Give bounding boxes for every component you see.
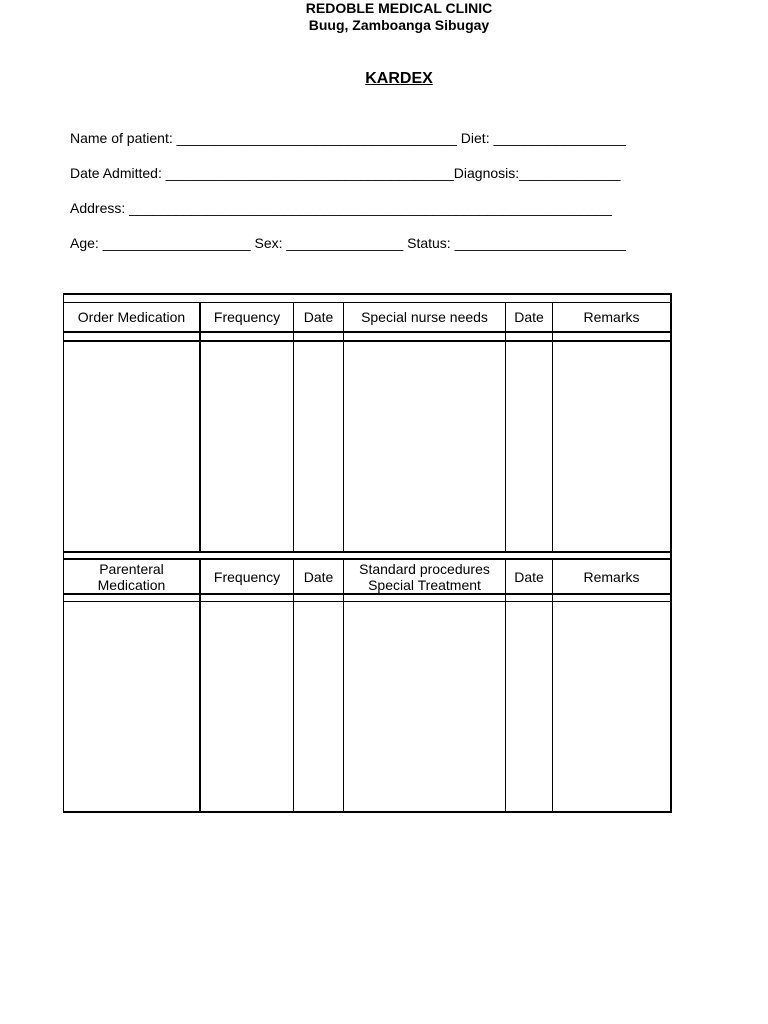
header-standard-procedures [344, 560, 505, 593]
header-remarks: Remarks [583, 309, 640, 325]
header-remarks-bottom: Remarks [583, 568, 640, 585]
table-divider [63, 331, 672, 333]
header-standard-line1: Standard procedures [359, 560, 490, 577]
frequency-cell[interactable] [201, 342, 293, 551]
table-border-right [670, 293, 672, 813]
header-parenteral-medication [64, 560, 199, 593]
date-cell-2[interactable] [506, 342, 552, 551]
parenteral-medication-cell[interactable] [64, 603, 199, 811]
header-frequency-bottom: Frequency [213, 568, 281, 585]
patient-name-diet-line[interactable]: Name of patient: ____________________________________ Diet: _________________ [70, 130, 626, 146]
order-medication-cell[interactable] [64, 342, 199, 551]
table-border-top [63, 293, 672, 295]
table-divider [63, 601, 672, 602]
address-line[interactable]: Address: ______________________________________________________________ [70, 200, 612, 216]
header-order-medication: Order Medication [77, 309, 186, 325]
table-divider [63, 593, 672, 595]
header-special-nurse-needs: Special nurse needs [361, 309, 488, 325]
frequency-cell-bottom[interactable] [201, 603, 293, 811]
date-cell-bottom[interactable] [294, 603, 343, 811]
header-parenteral-line2: Medication [97, 576, 166, 593]
header-parenteral-line1: Parenteral [99, 560, 164, 577]
header-standard-line2: Special Treatment [368, 576, 481, 593]
age-sex-status-line[interactable]: Age: ___________________ Sex: _______________ Status: ______________________ [70, 235, 626, 251]
standard-procedures-cell[interactable] [344, 603, 505, 811]
date-admitted-diagnosis-line[interactable]: Date Admitted: _____________________________________Diagnosis:_____________ [70, 165, 621, 181]
table-divider [63, 551, 672, 553]
header-date-bottom-2: Date [514, 568, 544, 585]
form-title: KARDEX [365, 70, 433, 87]
remarks-cell-bottom[interactable] [553, 603, 670, 811]
header-frequency: Frequency [213, 309, 281, 325]
date-cell[interactable] [294, 342, 343, 551]
table-border-bottom [63, 811, 672, 813]
clinic-name: REDOBLE MEDICAL CLINIC [305, 0, 493, 16]
special-nurse-needs-cell[interactable] [344, 342, 505, 551]
remarks-cell[interactable] [553, 342, 670, 551]
kardex-table [63, 293, 672, 813]
header-date-2: Date [514, 309, 544, 325]
date-cell-bottom-2[interactable] [506, 603, 552, 811]
clinic-location: Buug, Zamboanga Sibugay [308, 17, 490, 33]
header-date: Date [303, 309, 334, 325]
header-date-bottom: Date [303, 568, 334, 585]
